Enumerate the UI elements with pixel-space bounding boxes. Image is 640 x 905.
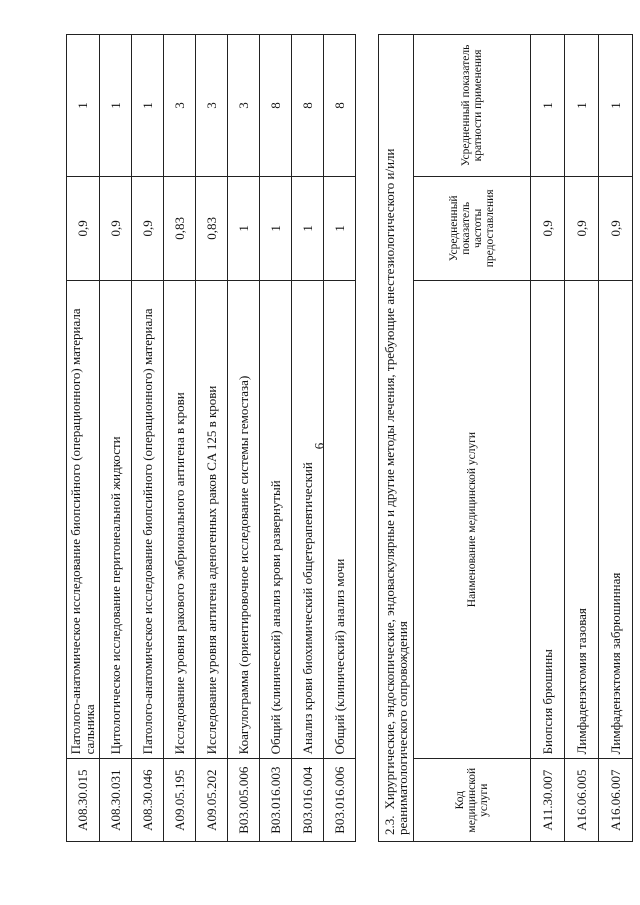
column-header-code: Код медицинской услуги [414,759,531,842]
service-code: B03.016.004 [292,759,324,842]
page-number: 6 [311,442,327,450]
service-code: A16.06.007 [599,759,633,842]
multiplicity-value: 8 [324,35,356,177]
table-row [228,35,260,842]
multiplicity-value: 1 [100,35,132,177]
service-code: B03.016.003 [260,759,292,842]
service-name: Общий (клинический) анализ крови развернутый [260,280,292,759]
column-header-multiplicity: Усредненный показатель кратности применения [414,35,531,177]
frequency-value: 1 [292,176,324,280]
service-name: Биопсия брюшины [531,280,565,759]
multiplicity-value: 3 [228,35,260,177]
frequency-value: 1 [260,176,292,280]
table-row [132,35,164,842]
service-code: A16.06.005 [565,759,599,842]
service-code: A09.05.195 [164,759,196,842]
table-header-row [414,35,531,842]
multiplicity-value: 8 [292,35,324,177]
multiplicity-value: 1 [132,35,164,177]
table-row [599,35,633,842]
table-row [67,35,100,842]
table-row [100,35,132,842]
frequency-value: 0,9 [132,176,164,280]
multiplicity-value: 1 [67,35,100,177]
frequency-value: 0,83 [196,176,228,280]
multiplicity-value: 1 [531,35,565,177]
frequency-value: 0,9 [599,176,633,280]
service-code: A08.30.031 [100,759,132,842]
multiplicity-value: 8 [260,35,292,177]
service-name: Цитологическое исследование перитонеальной жидкости [100,280,132,759]
section-heading [379,35,414,842]
frequency-value: 1 [228,176,260,280]
frequency-value: 1 [324,176,356,280]
service-code: A11.30.007 [531,759,565,842]
frequency-value: 0,83 [164,176,196,280]
service-code: A08.30.046 [132,759,164,842]
surgical-services-table [378,34,633,842]
table-row [260,35,292,842]
table-row [565,35,599,842]
section-number: 2.3. [382,815,397,835]
service-name: Исследование уровня ракового эмбрионального антигена в крови [164,280,196,759]
table-row [196,35,228,842]
service-name: Исследование уровня антигена аденогенных раков CA 125 в крови [196,280,228,759]
frequency-value: 0,9 [67,176,100,280]
section-heading-row [379,35,414,842]
multiplicity-value: 1 [565,35,599,177]
multiplicity-value: 3 [196,35,228,177]
table-row [324,35,356,842]
service-name: Коагулограмма (ориентировочное исследование системы гемостаза) [228,280,260,759]
service-name: Анализ крови биохимический общетерапевтический [292,280,324,759]
service-name: Лимфаденэктомия забрюшинная [599,280,633,759]
service-name: Патолого-анатомическое исследование биопсийного (операционного) материала сальника [67,280,100,759]
frequency-value: 0,9 [531,176,565,280]
service-code: B03.016.006 [324,759,356,842]
table-row [164,35,196,842]
frequency-value: 0,9 [565,176,599,280]
multiplicity-value: 1 [599,35,633,177]
section-title: Хирургические, эндоскопические, эндоваскулярные и другие методы лечения, требующие анестезиологического и/или реаниматологического сопровождения [382,148,410,835]
service-name: Лимфаденэктомия тазовая [565,280,599,759]
multiplicity-value: 3 [164,35,196,177]
frequency-value: 0,9 [100,176,132,280]
column-header-name: Наименование медицинской услуги [414,280,531,759]
table-row [531,35,565,842]
service-name: Патолого-анатомическое исследование биопсийного (операционного) материала [132,280,164,759]
column-header-frequency: Усредненный показатель частоты предоставления [414,176,531,280]
service-code: A08.30.015 [67,759,100,842]
table-row [292,35,324,842]
service-name: Общий (клинический) анализ мочи [324,280,356,759]
services-table-continued [66,34,356,842]
service-code: B03.005.006 [228,759,260,842]
service-code: A09.05.202 [196,759,228,842]
